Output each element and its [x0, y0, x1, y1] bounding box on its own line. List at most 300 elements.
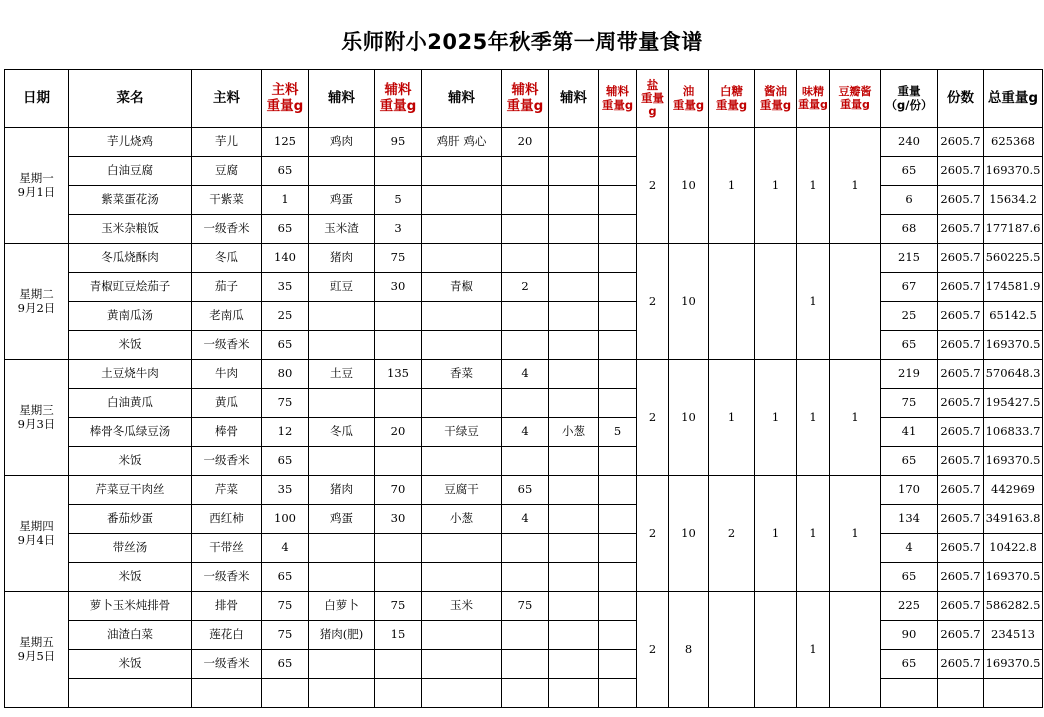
header-aux3-weight: 辅料 重量g	[599, 70, 637, 128]
header-salt-weight: 盐 重量 g	[637, 70, 669, 128]
aux2-cell	[422, 650, 502, 679]
table-row	[5, 679, 1043, 708]
main-weight-cell: 65	[262, 331, 309, 360]
main-weight-cell: 65	[262, 157, 309, 186]
header-row	[5, 70, 1043, 128]
aux1-cell	[309, 389, 375, 418]
total-weight-cell: 169370.5	[984, 447, 1043, 476]
aux1-weight-cell: 20	[375, 418, 422, 447]
weight-per-portion-cell: 240	[881, 128, 938, 157]
aux3-cell	[549, 273, 599, 302]
portions-cell: 2605.7	[938, 273, 984, 302]
main-ingredient-cell: 老南瓜	[192, 302, 262, 331]
sugar-weight-cell	[709, 244, 755, 360]
dish-cell: 芋儿烧鸡	[69, 128, 192, 157]
page-title: 乐师附小2025年秋季第一周带量食谱	[341, 30, 703, 54]
aux1-weight-cell	[375, 447, 422, 476]
aux1-weight-cell	[375, 389, 422, 418]
aux2-cell: 干绿豆	[422, 418, 502, 447]
msg-weight-cell: 1	[797, 476, 830, 592]
weight-per-portion-cell: 65	[881, 563, 938, 592]
aux3-cell	[549, 157, 599, 186]
aux2-weight-cell: 4	[502, 418, 549, 447]
header-bean-weight: 豆瓣酱 重量g	[830, 70, 881, 128]
aux3-cell	[549, 186, 599, 215]
aux3-weight-cell	[599, 679, 637, 708]
salt-weight-cell: 2	[637, 128, 669, 244]
dish-cell: 米饭	[69, 563, 192, 592]
portions-cell: 2605.7	[938, 186, 984, 215]
aux1-weight-cell	[375, 302, 422, 331]
aux1-weight-cell	[375, 157, 422, 186]
portions-cell: 2605.7	[938, 650, 984, 679]
total-weight-cell: 349163.8	[984, 505, 1043, 534]
aux1-weight-cell	[375, 650, 422, 679]
aux1-cell: 豇豆	[309, 273, 375, 302]
main-ingredient-cell: 排骨	[192, 592, 262, 621]
aux1-cell: 猪肉(肥)	[309, 621, 375, 650]
aux2-cell	[422, 215, 502, 244]
main-weight-cell: 75	[262, 621, 309, 650]
main-weight-cell: 140	[262, 244, 309, 273]
aux3-cell	[549, 331, 599, 360]
table-row	[5, 621, 1043, 650]
portions-cell: 2605.7	[938, 331, 984, 360]
header-aux1-weight: 辅料 重量g	[375, 70, 422, 128]
aux2-cell	[422, 534, 502, 563]
portions-cell: 2605.7	[938, 360, 984, 389]
dish-cell: 番茄炒蛋	[69, 505, 192, 534]
weight-per-portion-cell: 25	[881, 302, 938, 331]
dish-cell: 带丝汤	[69, 534, 192, 563]
main-ingredient-cell: 豆腐	[192, 157, 262, 186]
aux3-cell	[549, 244, 599, 273]
aux2-weight-cell	[502, 302, 549, 331]
aux1-cell: 玉米渣	[309, 215, 375, 244]
main-weight-cell: 75	[262, 592, 309, 621]
header-msg-weight: 味精 重量g	[797, 70, 830, 128]
aux2-weight-cell: 4	[502, 360, 549, 389]
main-ingredient-cell: 莲花白	[192, 621, 262, 650]
aux1-cell	[309, 302, 375, 331]
table-row	[5, 592, 1043, 621]
aux3-cell	[549, 476, 599, 505]
aux3-weight-cell	[599, 157, 637, 186]
weight-per-portion-cell: 75	[881, 389, 938, 418]
weight-per-portion-cell: 90	[881, 621, 938, 650]
soy-weight-cell	[755, 592, 797, 708]
aux2-cell	[422, 244, 502, 273]
main-ingredient-cell: 一级香米	[192, 447, 262, 476]
aux3-weight-cell	[599, 360, 637, 389]
day-date: 9月3日	[17, 416, 56, 431]
portions-cell: 2605.7	[938, 534, 984, 563]
aux2-weight-cell	[502, 186, 549, 215]
sugar-weight-cell: 2	[709, 476, 755, 592]
aux1-cell	[309, 563, 375, 592]
total-weight-cell: 560225.5	[984, 244, 1043, 273]
main-weight-cell: 65	[262, 215, 309, 244]
aux3-weight-cell	[599, 592, 637, 621]
header-oil-weight: 油 重量g	[669, 70, 709, 128]
aux3-weight-cell	[599, 447, 637, 476]
aux3-weight-cell	[599, 273, 637, 302]
total-weight-cell: 169370.5	[984, 331, 1043, 360]
day-name: 星期五	[19, 635, 54, 650]
table-row	[5, 186, 1043, 215]
dish-cell: 米饭	[69, 650, 192, 679]
main-ingredient-cell: 棒骨	[192, 418, 262, 447]
aux2-cell	[422, 302, 502, 331]
aux2-weight-cell	[502, 650, 549, 679]
main-ingredient-cell: 牛肉	[192, 360, 262, 389]
bean-paste-weight-cell: 1	[830, 476, 881, 592]
aux1-cell: 白萝卜	[309, 592, 375, 621]
salt-weight-cell: 2	[637, 592, 669, 708]
main-weight-cell: 1	[262, 186, 309, 215]
aux2-cell	[422, 679, 502, 708]
total-weight-cell: 169370.5	[984, 650, 1043, 679]
aux1-weight-cell: 15	[375, 621, 422, 650]
dish-cell: 米饭	[69, 447, 192, 476]
main-weight-cell: 25	[262, 302, 309, 331]
table-row	[5, 215, 1043, 244]
aux3-weight-cell	[599, 563, 637, 592]
table-row	[5, 563, 1043, 592]
portions-cell: 2605.7	[938, 563, 984, 592]
aux2-weight-cell	[502, 389, 549, 418]
header-soy-weight: 酱油 重量g	[755, 70, 797, 128]
main-ingredient-cell: 芋儿	[192, 128, 262, 157]
aux1-weight-cell	[375, 679, 422, 708]
weight-per-portion-cell: 65	[881, 650, 938, 679]
aux1-cell: 鸡蛋	[309, 505, 375, 534]
menu-body	[5, 128, 1043, 708]
portions-cell: 2605.7	[938, 302, 984, 331]
aux2-cell: 青椒	[422, 273, 502, 302]
dish-cell: 白油豆腐	[69, 157, 192, 186]
weight-per-portion-cell: 170	[881, 476, 938, 505]
aux2-cell	[422, 563, 502, 592]
main-weight-cell	[262, 679, 309, 708]
aux1-cell	[309, 650, 375, 679]
aux3-cell	[549, 389, 599, 418]
aux1-cell	[309, 157, 375, 186]
main-weight-cell: 125	[262, 128, 309, 157]
portions-cell: 2605.7	[938, 505, 984, 534]
weight-per-portion-cell: 65	[881, 331, 938, 360]
dish-cell: 米饭	[69, 331, 192, 360]
weight-per-portion-cell: 225	[881, 592, 938, 621]
msg-weight-cell: 1	[797, 244, 830, 360]
aux2-cell: 香菜	[422, 360, 502, 389]
aux1-weight-cell: 30	[375, 273, 422, 302]
aux2-weight-cell: 75	[502, 592, 549, 621]
portions-cell: 2605.7	[938, 592, 984, 621]
oil-weight-cell: 10	[669, 128, 709, 244]
total-weight-cell: 442969	[984, 476, 1043, 505]
aux3-weight-cell	[599, 389, 637, 418]
weight-per-portion-cell: 68	[881, 215, 938, 244]
main-ingredient-cell	[192, 679, 262, 708]
menu-table	[4, 69, 1043, 708]
dish-cell: 冬瓜烧酥肉	[69, 244, 192, 273]
day-date: 9月2日	[17, 300, 56, 315]
aux3-weight-cell	[599, 128, 637, 157]
aux2-cell	[422, 157, 502, 186]
main-ingredient-cell: 干带丝	[192, 534, 262, 563]
soy-weight-cell: 1	[755, 128, 797, 244]
aux2-weight-cell: 20	[502, 128, 549, 157]
aux2-cell	[422, 331, 502, 360]
total-weight-cell: 586282.5	[984, 592, 1043, 621]
aux1-cell	[309, 679, 375, 708]
weight-per-portion-cell: 4	[881, 534, 938, 563]
portions-cell: 2605.7	[938, 215, 984, 244]
main-ingredient-cell: 一级香米	[192, 331, 262, 360]
aux3-weight-cell	[599, 331, 637, 360]
header-main-weight: 主料 重量g	[262, 70, 309, 128]
aux1-cell	[309, 534, 375, 563]
aux3-weight-cell	[599, 621, 637, 650]
portions-cell: 2605.7	[938, 447, 984, 476]
table-row	[5, 476, 1043, 505]
weight-per-portion-cell: 41	[881, 418, 938, 447]
oil-weight-cell: 10	[669, 476, 709, 592]
aux2-weight-cell: 4	[502, 505, 549, 534]
aux1-weight-cell	[375, 534, 422, 563]
day-name: 星期四	[19, 519, 54, 534]
aux3-weight-cell	[599, 650, 637, 679]
day-cell	[5, 592, 69, 708]
aux2-weight-cell	[502, 534, 549, 563]
oil-weight-cell: 8	[669, 592, 709, 708]
msg-weight-cell: 1	[797, 592, 830, 708]
salt-weight-cell: 2	[637, 476, 669, 592]
main-ingredient-cell: 干紫菜	[192, 186, 262, 215]
aux2-cell	[422, 389, 502, 418]
aux3-weight-cell	[599, 476, 637, 505]
aux1-weight-cell	[375, 563, 422, 592]
aux2-cell	[422, 186, 502, 215]
aux2-weight-cell	[502, 157, 549, 186]
aux3-cell	[549, 621, 599, 650]
main-weight-cell: 75	[262, 389, 309, 418]
header-portions: 份数	[938, 70, 984, 128]
aux3-cell	[549, 447, 599, 476]
sugar-weight-cell: 1	[709, 360, 755, 476]
aux3-cell	[549, 128, 599, 157]
aux3-weight-cell	[599, 186, 637, 215]
aux3-cell	[549, 563, 599, 592]
total-weight-cell: 65142.5	[984, 302, 1043, 331]
weight-per-portion-cell: 6	[881, 186, 938, 215]
table-row	[5, 128, 1043, 157]
main-weight-cell: 80	[262, 360, 309, 389]
dish-cell: 青椒豇豆烩茄子	[69, 273, 192, 302]
header-weight-per-portion: 重量 （g/份）	[881, 70, 938, 128]
aux2-weight-cell: 2	[502, 273, 549, 302]
aux3-cell	[549, 302, 599, 331]
total-weight-cell: 174581.9	[984, 273, 1043, 302]
total-weight-cell: 106833.7	[984, 418, 1043, 447]
day-name: 星期二	[19, 287, 54, 302]
aux1-cell: 鸡肉	[309, 128, 375, 157]
aux1-weight-cell: 95	[375, 128, 422, 157]
dish-cell: 棒骨冬瓜绿豆汤	[69, 418, 192, 447]
aux1-weight-cell: 3	[375, 215, 422, 244]
portions-cell: 2605.7	[938, 621, 984, 650]
aux3-cell	[549, 592, 599, 621]
dish-cell: 萝卜玉米炖排骨	[69, 592, 192, 621]
table-row	[5, 244, 1043, 273]
portions-cell	[938, 679, 984, 708]
aux1-weight-cell: 5	[375, 186, 422, 215]
table-row	[5, 360, 1043, 389]
day-name: 星期三	[19, 403, 54, 418]
header-aux2: 辅料	[422, 70, 502, 128]
bean-paste-weight-cell: 1	[830, 360, 881, 476]
aux3-cell	[549, 650, 599, 679]
aux2-cell	[422, 621, 502, 650]
aux2-weight-cell	[502, 563, 549, 592]
aux3-cell	[549, 360, 599, 389]
main-ingredient-cell: 西红柿	[192, 505, 262, 534]
total-weight-cell: 570648.3	[984, 360, 1043, 389]
aux2-weight-cell	[502, 447, 549, 476]
dish-cell: 土豆烧牛肉	[69, 360, 192, 389]
weight-per-portion-cell: 219	[881, 360, 938, 389]
table-row	[5, 447, 1043, 476]
table-row	[5, 534, 1043, 563]
total-weight-cell: 15634.2	[984, 186, 1043, 215]
aux3-cell	[549, 679, 599, 708]
aux1-cell: 冬瓜	[309, 418, 375, 447]
weight-per-portion-cell: 134	[881, 505, 938, 534]
aux3-cell	[549, 505, 599, 534]
day-date: 9月4日	[17, 532, 56, 547]
aux3-weight-cell	[599, 534, 637, 563]
table-row	[5, 273, 1043, 302]
aux1-cell: 猪肉	[309, 476, 375, 505]
table-row	[5, 157, 1043, 186]
main-weight-cell: 65	[262, 650, 309, 679]
aux1-cell: 鸡蛋	[309, 186, 375, 215]
table-row	[5, 331, 1043, 360]
day-cell	[5, 360, 69, 476]
aux2-cell: 鸡肝 鸡心	[422, 128, 502, 157]
weight-per-portion-cell: 65	[881, 157, 938, 186]
aux1-cell: 土豆	[309, 360, 375, 389]
header-total-weight: 总重量g	[984, 70, 1043, 128]
aux3-weight-cell: 5	[599, 418, 637, 447]
total-weight-cell: 177187.6	[984, 215, 1043, 244]
main-ingredient-cell: 黄瓜	[192, 389, 262, 418]
main-weight-cell: 65	[262, 447, 309, 476]
portions-cell: 2605.7	[938, 128, 984, 157]
aux3-weight-cell	[599, 215, 637, 244]
aux1-weight-cell: 30	[375, 505, 422, 534]
portions-cell: 2605.7	[938, 157, 984, 186]
day-cell	[5, 244, 69, 360]
header-aux2-weight: 辅料 重量g	[502, 70, 549, 128]
aux3-cell: 小葱	[549, 418, 599, 447]
aux2-weight-cell: 65	[502, 476, 549, 505]
table-row	[5, 505, 1043, 534]
aux3-weight-cell	[599, 244, 637, 273]
aux1-weight-cell: 75	[375, 244, 422, 273]
aux1-cell: 猪肉	[309, 244, 375, 273]
total-weight-cell	[984, 679, 1043, 708]
header-main: 主料	[192, 70, 262, 128]
dish-cell: 白油黄瓜	[69, 389, 192, 418]
salt-weight-cell: 2	[637, 244, 669, 360]
main-ingredient-cell: 芹菜	[192, 476, 262, 505]
table-row	[5, 650, 1043, 679]
dish-cell: 玉米杂粮饭	[69, 215, 192, 244]
msg-weight-cell: 1	[797, 360, 830, 476]
main-weight-cell: 65	[262, 563, 309, 592]
aux1-cell	[309, 331, 375, 360]
table-row	[5, 302, 1043, 331]
bean-paste-weight-cell	[830, 244, 881, 360]
main-ingredient-cell: 茄子	[192, 273, 262, 302]
aux1-weight-cell: 135	[375, 360, 422, 389]
sugar-weight-cell	[709, 592, 755, 708]
sugar-weight-cell: 1	[709, 128, 755, 244]
table-row	[5, 389, 1043, 418]
day-name: 星期一	[19, 171, 54, 186]
aux3-cell	[549, 215, 599, 244]
portions-cell: 2605.7	[938, 476, 984, 505]
aux3-cell	[549, 534, 599, 563]
weight-per-portion-cell	[881, 679, 938, 708]
dish-cell	[69, 679, 192, 708]
weight-per-portion-cell: 67	[881, 273, 938, 302]
weight-per-portion-cell: 215	[881, 244, 938, 273]
total-weight-cell: 10422.8	[984, 534, 1043, 563]
salt-weight-cell: 2	[637, 360, 669, 476]
aux3-weight-cell	[599, 505, 637, 534]
aux1-weight-cell: 70	[375, 476, 422, 505]
main-ingredient-cell: 一级香米	[192, 563, 262, 592]
soy-weight-cell: 1	[755, 476, 797, 592]
aux2-weight-cell	[502, 244, 549, 273]
dish-cell: 紫菜蛋花汤	[69, 186, 192, 215]
oil-weight-cell: 10	[669, 244, 709, 360]
day-date: 9月5日	[17, 648, 56, 663]
day-cell	[5, 128, 69, 244]
aux2-cell: 小葱	[422, 505, 502, 534]
bean-paste-weight-cell	[830, 592, 881, 708]
total-weight-cell: 625368	[984, 128, 1043, 157]
dish-cell: 黄南瓜汤	[69, 302, 192, 331]
main-weight-cell: 35	[262, 273, 309, 302]
total-weight-cell: 195427.5	[984, 389, 1043, 418]
portions-cell: 2605.7	[938, 389, 984, 418]
main-ingredient-cell: 冬瓜	[192, 244, 262, 273]
dish-cell: 芹菜豆干肉丝	[69, 476, 192, 505]
aux3-weight-cell	[599, 302, 637, 331]
aux2-cell	[422, 447, 502, 476]
aux1-weight-cell	[375, 331, 422, 360]
main-weight-cell: 100	[262, 505, 309, 534]
header-sugar-weight: 白糖 重量g	[709, 70, 755, 128]
main-weight-cell: 4	[262, 534, 309, 563]
main-ingredient-cell: 一级香米	[192, 650, 262, 679]
msg-weight-cell: 1	[797, 128, 830, 244]
aux1-cell	[309, 447, 375, 476]
